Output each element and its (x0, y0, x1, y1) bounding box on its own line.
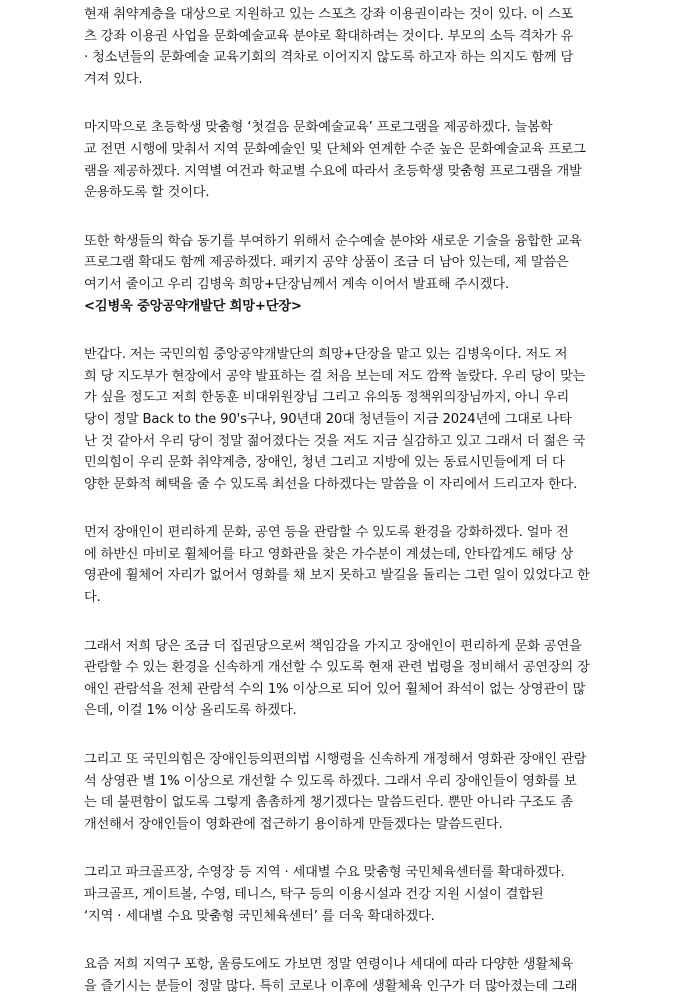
text-line: 램을 제공하겠다. 지역별 여건과 학교별 수요에 따라서 초등학생 맞춤형 프로그램을 개발 (84, 163, 582, 179)
paragraph-disabled-access (84, 522, 616, 608)
text-line: 파크골프, 게이트볼, 수영, 테니스, 탁구 등의 이용시설과 건강 지원 시설이 결합된 (84, 887, 544, 902)
text-line: 츠 강좌 이용권 사업을 문화예술교육 분야로 확대하려는 것이다. 부모의 소득 격차가 유 (84, 28, 574, 44)
text-line: 은데, 이걸 1% 이상 올리도록 하겠다. (84, 703, 297, 719)
text-line: 그래서 저희 당은 조금 더 집권당으로써 책임감을 가지고 장애인이 편리하게 문화 공연을 (84, 638, 582, 654)
text-line: 민의힘이 우리 문화 취약계층, 장애인, 청년 그리고 지방에 있는 동료시민들에게 더 다 (84, 455, 565, 471)
paragraph-venue-seating (84, 636, 616, 722)
text-line: 양한 문화적 혜택을 줄 수 있도록 최선을 다하겠다는 말씀을 이 자리에서 드리고자 한다. (84, 476, 578, 492)
text-line: 는 데 불편함이 없도록 그렇게 촘촘하게 챙기겠다는 말씀드린다. 뿐만 아니라 구조도 좀 (84, 795, 574, 811)
paragraph-arts-tech-education (84, 231, 616, 317)
text-line: 을 즐기시는 분들이 정말 많다. 특히 코로나 이후에 생활체육 인구가 더 많아졌는데 그래 (84, 978, 578, 994)
text-line: 가 싶을 정도고 저희 한동훈 비대위원장님 그리고 유의동 정책위의장님까지, 아니 우리 (84, 390, 570, 406)
text-line: 프로그램 확대도 함께 제공하겠다. 패키지 공약 상품이 조금 더 남아 있는데, 제 말씀은 (84, 255, 569, 271)
text-line: 당이 정말 Back to the 90's구나, 90년대 20대 청년들이 지금 2024년에 그대로 나타 (84, 411, 572, 427)
text-line: 겨져 있다. (84, 71, 143, 87)
paragraph-greeting (84, 344, 616, 495)
text-line: 반갑다. 저는 국민의힘 중앙공약개발단의 희망+단장을 맡고 있는 김병욱이다. 저도 저 (84, 347, 568, 363)
text-line: 난 것 같아서 우리 당이 정말 젊어졌다는 것을 저도 지금 실감하고 있고 그래서 더 젊은 국 (84, 433, 586, 449)
text-line: 개선해서 장애인들이 영화관에 접근하기 용이하게 만들겠다는 말씀드린다. (84, 816, 503, 832)
text-line: 에 하반신 마비로 휠체어를 타고 영화관을 찾은 가수분이 계셨는데, 안타깝게도 해당 상 (84, 546, 574, 562)
text-line: 마지막으로 초등학생 맞춤형 ‘첫걸음 문화예술교육’ 프로그램을 제공하겠다. 늘봄학 (84, 120, 553, 136)
text-line: 석 상영관 별 1% 이상으로 개선할 수 있도록 하겠다. 그래서 우리 장애인들이 영화를 보 (84, 773, 577, 789)
text-line: 다. (84, 590, 101, 606)
paragraph-elementary-program (84, 117, 616, 203)
text-line: 또한 학생들의 학습 동기를 부여하기 위해서 순수예술 분야와 새로운 기술을 융합한 교육 (84, 233, 582, 249)
text-line: 현재 취약계층을 대상으로 지원하고 있는 스포츠 강좌 이용권이라는 것이 있다. 이 스포 (84, 7, 574, 22)
text-line: · 청소년들의 문화예술 교육기회의 격차로 이어지지 않도록 하고자 하는 의지도 함께 담 (84, 50, 574, 66)
text-line: 애인 관람석을 전체 관람석 수의 1% 이상으로 되어 있어 휠체어 좌석이 없는 상영관이 많 (84, 681, 586, 697)
text-line: 희 당 지도부가 현장에서 공약 발표하는 걸 처음 보는데 저도 깜짝 놀랐다. 우리 당이 맞는 (84, 368, 586, 384)
text-line: 그리고 또 국민의힘은 장애인등의편의법 시행령을 신속하게 개정해서 영화관 장애인 관람 (84, 752, 587, 768)
text-line: 관람할 수 있는 환경을 신속하게 개선할 수 있도록 현재 관련 법령을 정비해서 공연장의 장 (84, 660, 590, 676)
text-line: 그리고 파크골프장, 수영장 등 지역 · 세대별 수요 맞춤형 국민체육센터를 확대하겠다. (84, 865, 565, 881)
text-line: 여기서 줄이고 우리 김병욱 희망+단장님께서 계속 이어서 발표해 주시겠다. (84, 276, 509, 292)
paragraph-cinema-regulation (84, 749, 616, 835)
text-line: 영관에 휠체어 자리가 없어서 영화를 채 보지 못하고 발길을 돌리는 그런 일이 있었다고 한 (84, 568, 590, 584)
paragraph-local-sports (84, 954, 616, 997)
paragraph-sports-voucher (84, 4, 616, 90)
speaker-heading: <김병욱 중앙공약개발단 희망+단장> (84, 298, 302, 314)
text-line: 운용하도록 할 것이다. (84, 185, 210, 201)
text-line: 교 전면 시행에 맞춰서 지역 문화예술인 및 단체와 연계한 수준 높은 문화예술교육 프로그 (84, 141, 586, 157)
paragraph-sports-centers (84, 862, 616, 927)
text-line: 먼저 장애인이 편리하게 문화, 공연 등을 관람할 수 있도록 환경을 강화하겠다. 얼마 전 (84, 525, 569, 541)
text-line: ‘지역 · 세대별 수요 맞춤형 국민체육센터’ 를 더욱 확대하겠다. (84, 908, 435, 924)
text-line: 요즘 저희 지역구 포항, 울릉도에도 가보면 정말 연령이나 세대에 따라 다양한 생활체육 (84, 957, 574, 973)
